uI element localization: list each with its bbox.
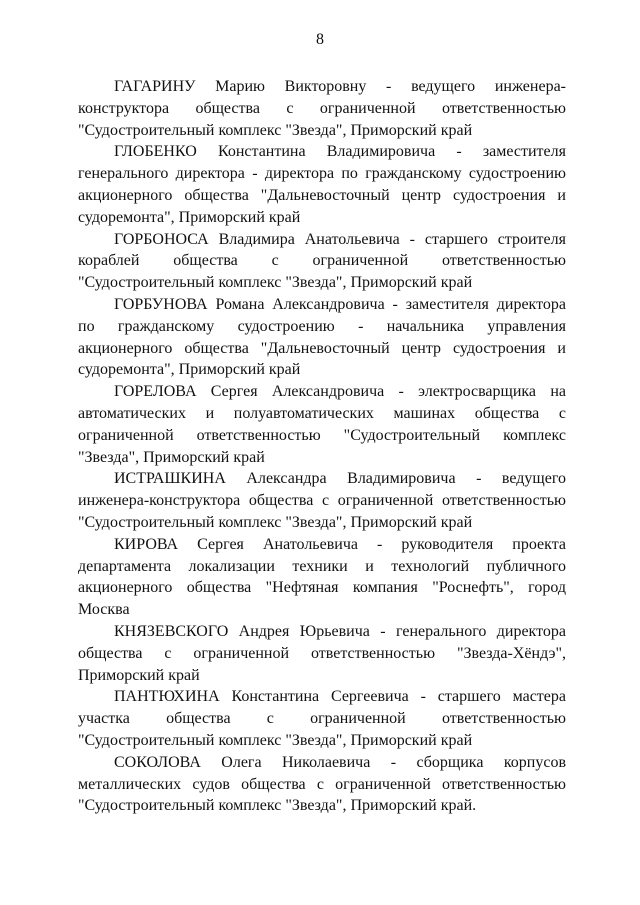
award-entry: ГАГАРИНУ Марию Викторовну - ведущего инженера-конструктора общества с ограниченной ответственностью "Судостроительный комплекс "Звезда", Приморский край	[78, 78, 566, 139]
award-list	[78, 76, 566, 817]
award-entry: ИСТРАШКИНА Александра Владимировича - ведущего инженера-конструктора общества с ограниченной ответственностью "Судостроительный комплекс "Звезда", Приморский край	[78, 470, 566, 531]
award-entry: СОКОЛОВА Олега Николаевича - сборщика корпусов металлических судов общества с ограниченной ответственностью "Судостроительный комплекс "Звезда", Приморский край.	[78, 753, 566, 815]
award-entry: ГОРБУНОВА Романа Александровича - заместителя директора по гражданскому судостроению - начальника управления акционерного общества "Дальневосточный центр судостроения и судоремонта", Приморский край	[78, 295, 566, 379]
award-entry: ПАНТЮХИНА Константина Сергеевича - старшего мастера участка общества с ограниченной ответственностью "Судостроительный комплекс "Звезда", Приморский край	[78, 688, 566, 749]
award-entry: ГЛОБЕНКО Константина Владимировича - заместителя генерального директора - директора по гражданскому судостроению акционерного общества "Дальневосточный центр судостроения и судоремонта", Приморский край	[78, 143, 566, 226]
page-number: 8	[316, 31, 324, 48]
award-entry: ГОРБОНОСА Владимира Анатольевича - старшего строителя кораблей общества с ограниченной ответственностью "Судостроительный комплекс "Звезда", Приморский край	[78, 230, 566, 292]
award-entry: КИРОВА Сергея Анатольевича - руководителя проекта департамента локализации техники и технологий публичного акционерного общества "Нефтяная компания "Роснефть", город Москва	[78, 535, 566, 619]
award-entry: ГОРЕЛОВА Сергея Александровича - электросварщика на автоматических и полуавтоматических машинах общества с ограниченной ответственностью "Судостроительный комплекс "Звезда", Приморский край	[78, 383, 566, 466]
award-entry: КНЯЗЕВСКОГО Андрея Юрьевича - генерального директора общества с ограниченной ответственностью "Звезда-Хёндэ", Приморский край	[78, 622, 566, 684]
